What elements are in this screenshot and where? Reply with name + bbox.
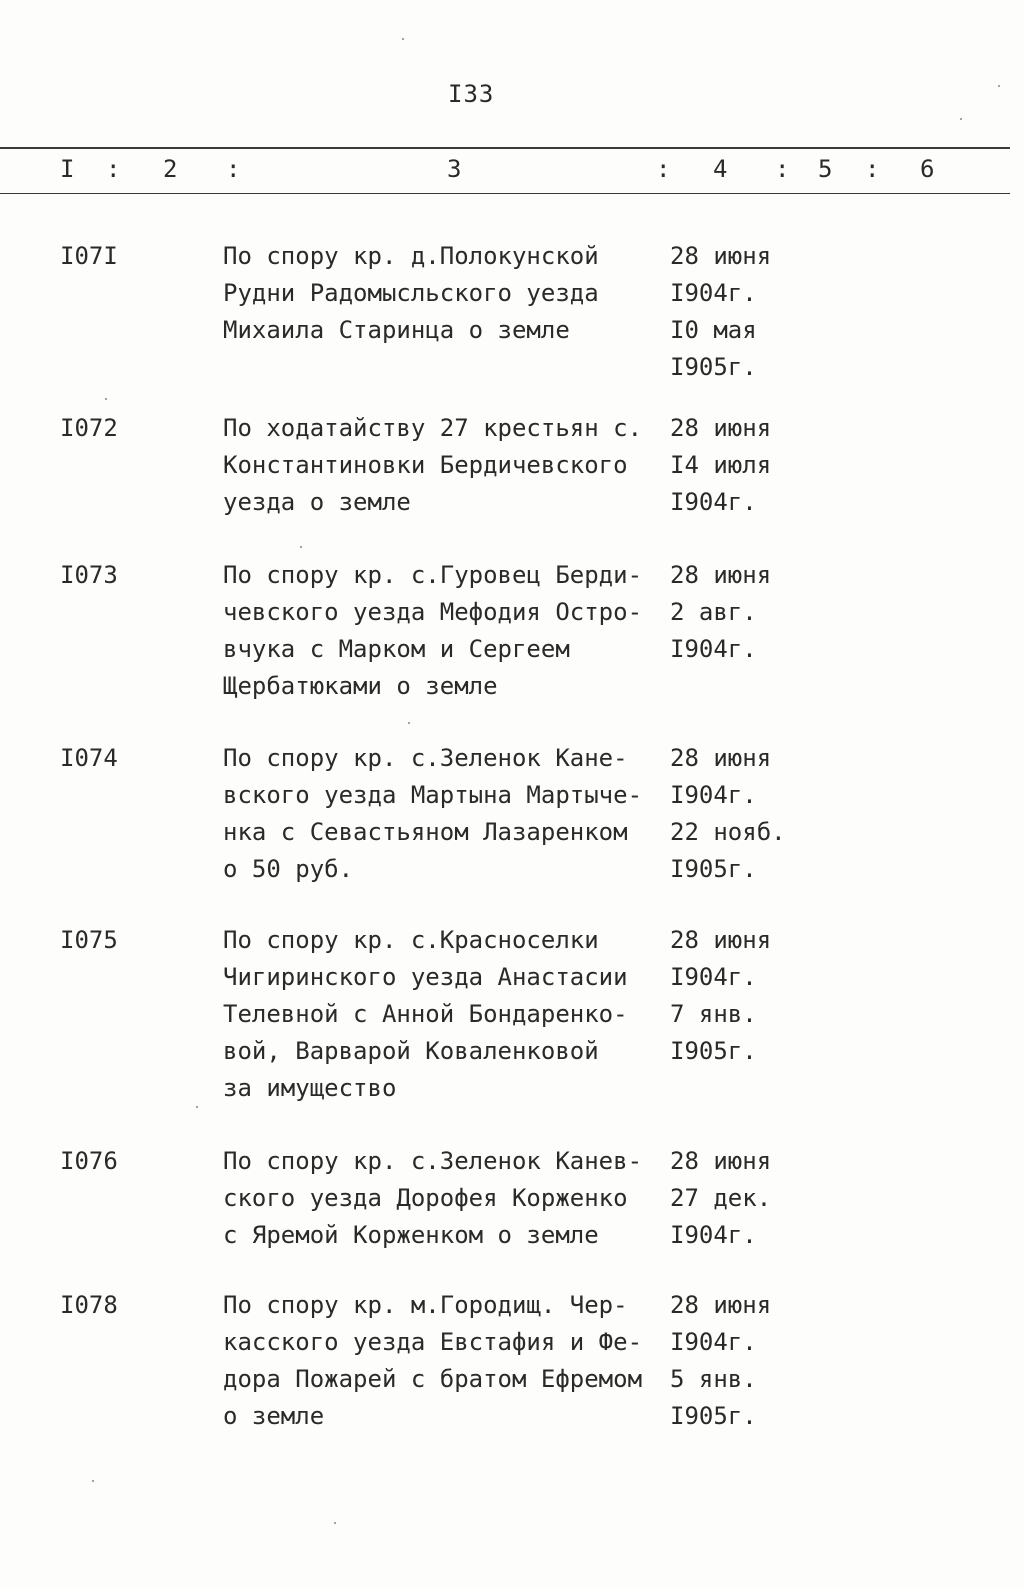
- column-header-2: 2: [163, 155, 178, 183]
- description-line: за имущество: [223, 1074, 397, 1102]
- header-bottom-rule: [0, 193, 1010, 194]
- date-line: I905г.: [670, 1037, 757, 1065]
- entry-description: [223, 410, 663, 521]
- description-line: вчука с Марком и Сергеем: [223, 635, 570, 663]
- description-line: Щербатюками о земле: [223, 672, 498, 700]
- column-separator: :: [226, 155, 241, 183]
- entry-dates: [670, 922, 810, 1070]
- date-line: I904г.: [670, 635, 757, 663]
- description-line: о земле: [223, 1402, 325, 1430]
- column-separator: :: [656, 155, 671, 183]
- entry-dates: [670, 1143, 810, 1254]
- date-line: 2 авг.: [670, 598, 757, 626]
- description-line: дора Пожарей с братом Ефремом: [223, 1365, 643, 1393]
- scan-speck: [196, 1106, 198, 1108]
- date-line: I904г.: [670, 963, 757, 991]
- entry-description: [223, 238, 663, 349]
- header-top-rule: [0, 147, 1010, 149]
- description-line: касского уезда Евстафия и Фе-: [223, 1328, 643, 1356]
- date-line: I904г.: [670, 488, 757, 516]
- entry-number: I076: [60, 1147, 118, 1175]
- scan-speck: [960, 118, 962, 120]
- description-line: Чигиринского уезда Анастасии: [223, 963, 628, 991]
- column-header-3: 3: [447, 155, 462, 183]
- entry-number: I072: [60, 414, 118, 442]
- entry-description: [223, 740, 663, 888]
- date-line: I904г.: [670, 1221, 757, 1249]
- column-header-5: 5: [818, 155, 833, 183]
- description-line: уезда о земле: [223, 488, 411, 516]
- date-line: 27 дек.: [670, 1184, 772, 1212]
- entry-dates: [670, 238, 810, 386]
- date-line: 28 июня: [670, 561, 772, 589]
- description-line: По спору кр. с.Гуровец Берди-: [223, 561, 643, 589]
- date-line: I904г.: [670, 1328, 757, 1356]
- column-separator: :: [775, 155, 790, 183]
- entry-description: [223, 557, 663, 705]
- description-line: Рудни Радомысльского уезда: [223, 279, 599, 307]
- description-line: По спору кр. м.Городищ. Чер-: [223, 1291, 628, 1319]
- column-separator: :: [865, 155, 880, 183]
- date-line: 28 июня: [670, 242, 772, 270]
- entry-description: [223, 922, 663, 1107]
- entry-number: I078: [60, 1291, 118, 1319]
- entry-dates: [670, 557, 810, 668]
- description-line: Михаила Старинца о земле: [223, 316, 570, 344]
- description-line: По спору кр. д.Полокунской: [223, 242, 599, 270]
- column-header: [0, 155, 1010, 187]
- description-line: ского уезда Дорофея Корженко: [223, 1184, 628, 1212]
- date-line: 5 янв.: [670, 1365, 757, 1393]
- entry-dates: [670, 740, 810, 888]
- scan-speck: [334, 1522, 336, 1524]
- description-line: По спору кр. с.Зеленок Кане-: [223, 744, 628, 772]
- date-line: 28 июня: [670, 1147, 772, 1175]
- entry-description: [223, 1287, 663, 1435]
- date-line: I904г.: [670, 781, 757, 809]
- entry-number: I073: [60, 561, 118, 589]
- date-line: 7 янв.: [670, 1000, 757, 1028]
- date-line: I905г.: [670, 353, 757, 381]
- date-line: I4 июля: [670, 451, 772, 479]
- description-line: вой, Варварой Коваленковой: [223, 1037, 599, 1065]
- scan-speck: [402, 38, 404, 40]
- date-line: 28 июня: [670, 926, 772, 954]
- scan-speck: [408, 722, 410, 724]
- description-line: нка с Севастьяном Лазаренком: [223, 818, 628, 846]
- scan-speck: [92, 1480, 94, 1482]
- description-line: По спору кр. с.Красноселки: [223, 926, 599, 954]
- description-line: о 50 руб.: [223, 855, 354, 883]
- column-separator: :: [106, 155, 121, 183]
- column-header-1: I: [60, 155, 75, 183]
- date-line: I0 мая: [670, 316, 757, 344]
- description-line: с Яремой Корженком о земле: [223, 1221, 599, 1249]
- date-line: 28 июня: [670, 414, 772, 442]
- entry-description: [223, 1143, 663, 1254]
- description-line: Телевной с Анной Бондаренко-: [223, 1000, 628, 1028]
- entry-number: I074: [60, 744, 118, 772]
- date-line: 28 июня: [670, 744, 772, 772]
- column-header-4: 4: [713, 155, 728, 183]
- entry-number: I075: [60, 926, 118, 954]
- entry-dates: [670, 410, 810, 521]
- date-line: I904г.: [670, 279, 757, 307]
- scan-speck: [998, 85, 1000, 87]
- description-line: По спору кр. с.Зеленок Канев-: [223, 1147, 643, 1175]
- page-number: I33: [448, 80, 495, 108]
- description-line: вского уезда Мартына Мартыче-: [223, 781, 643, 809]
- date-line: 28 июня: [670, 1291, 772, 1319]
- column-header-6: 6: [920, 155, 935, 183]
- date-line: I905г.: [670, 855, 757, 883]
- date-line: 22 нояб.: [670, 818, 786, 846]
- description-line: Константиновки Бердичевского: [223, 451, 628, 479]
- scan-speck: [300, 546, 302, 548]
- description-line: чевского уезда Мефодия Остро-: [223, 598, 643, 626]
- description-line: По ходатайству 27 крестьян с.: [223, 414, 643, 442]
- entry-dates: [670, 1287, 810, 1435]
- entry-number: I07I: [60, 242, 118, 270]
- date-line: I905г.: [670, 1402, 757, 1430]
- scan-speck: [105, 398, 107, 400]
